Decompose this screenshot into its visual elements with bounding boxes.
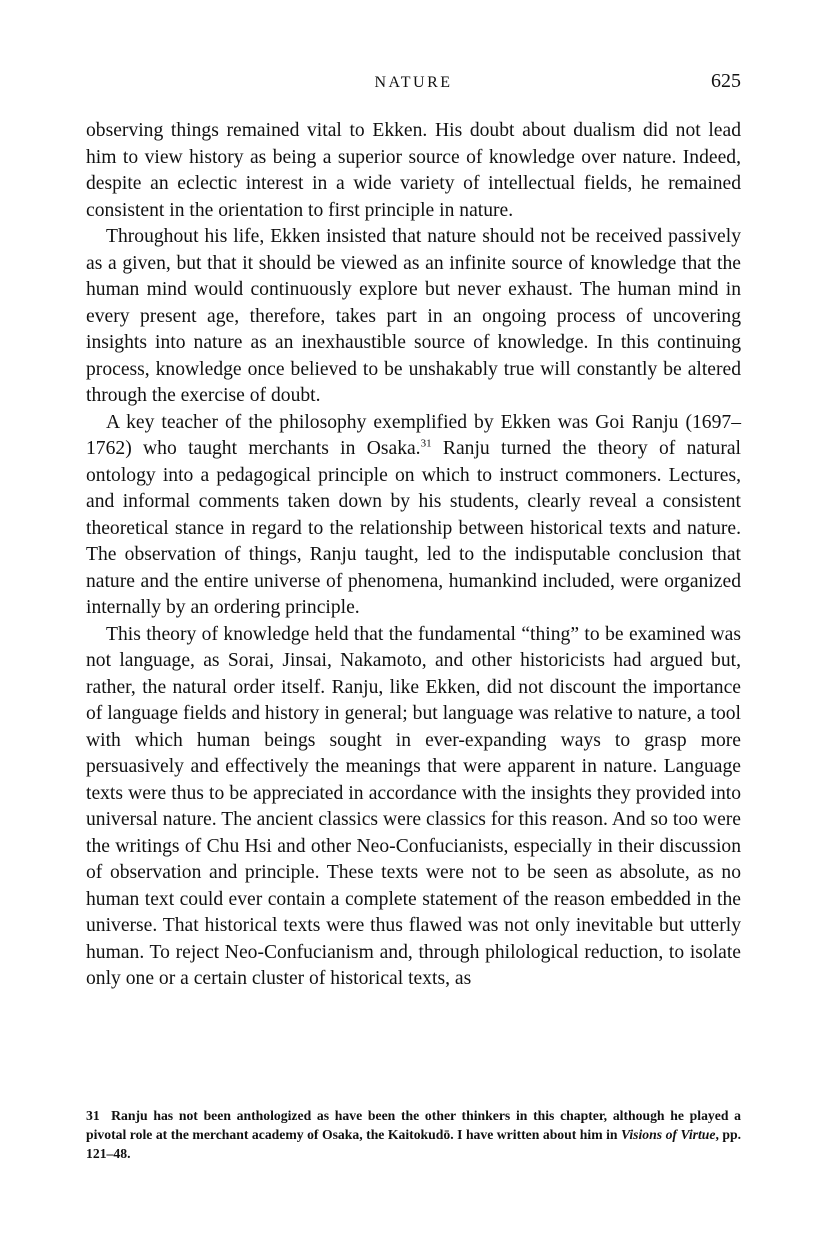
paragraph-4: This theory of knowledge held that the fundamental “thing” to be examined was not language, as Sorai, Jinsai, Nakamoto, and other historicists had argued but, rather, the natural order itself. Ranju, like Ekken, did not discount the importance of language fields and history in general; but language was relative to nature, a tool with which human beings sought in ever-expanding ways to grasp more persuasively and effectively the meanings that were apparent in nature. Language texts were thus to be appreciated in accordance with the insights they provided into universal nature. The ancient classics were classics for this reason. And so too were the writings of Chu Hsi and other Neo-Confucianists, especially in their discussion of observation and principle. These texts were not to be seen as absolute, as no human text could ever contain a complete statement of the reason embedded in the universe. That historical texts were thus flawed was not only inevitable but utterly human. To reject Neo-Confucianism and, through philological reduction, to isolate only one or a certain cluster of historical texts, as xyxy=(86,623,741,989)
running-head: NATURE xyxy=(374,74,453,91)
paragraph-3-text-before: A key teacher of the philosophy exemplified by Ekken was Goi Ranju (1697–1762) who taught merchants in Osaka. xyxy=(86,411,741,459)
footnote-reference: 31 xyxy=(420,437,432,450)
footnote-book-title: Visions of Virtue xyxy=(621,1127,716,1142)
paragraph-2: Throughout his life, Ekken insisted that nature should not be received passively as a given, but that it should be viewed as an infinite source of knowledge that the human mind would continuously explore but never exhaust. The human mind in every present age, therefore, takes part in an ongoing process of uncovering insights into nature as an inexhaustible source of knowledge. In this continuing process, knowledge once believed to be unshakably true will constantly be altered through the exercise of doubt. xyxy=(86,226,741,406)
paragraph-3-text-after: Ranju turned the theory of natural ontology into a pedagogical principle on which to instruct commoners. Lectures, and informal comments taken down by his students, clearly reveal a consistent theoretical stance in regard to the relationship between historical texts and nature. The observation of things, Ranju taught, led to the indisputable conclusion that nature and the entire universe of phenomena, humankind included, were organized internally by an ordering principle. xyxy=(86,438,742,618)
footnote-number: 31 xyxy=(86,1108,100,1123)
page-number: 625 xyxy=(711,70,741,92)
paragraph-1: observing things remained vital to Ekken. His doubt about dualism did not lead him to view history as being a superior source of knowledge over nature. Indeed, despite an eclectic interest in a wide variety of intellectual fields, he remained consistent in the orientation to first principle in nature. xyxy=(86,120,741,221)
page-header xyxy=(86,70,741,100)
paragraph-3 xyxy=(86,410,741,622)
footnote-text-after: , pp. 121–48. xyxy=(86,1127,742,1161)
footnote-text-before: Ranju has not been anthologized as have been the other thinkers in this chapter, although he played a pivotal role at the merchant academy of Osaka, the Kaitokudō. I have written about him in xyxy=(86,1108,742,1142)
footnote xyxy=(86,1106,741,1163)
body-text xyxy=(86,118,741,993)
